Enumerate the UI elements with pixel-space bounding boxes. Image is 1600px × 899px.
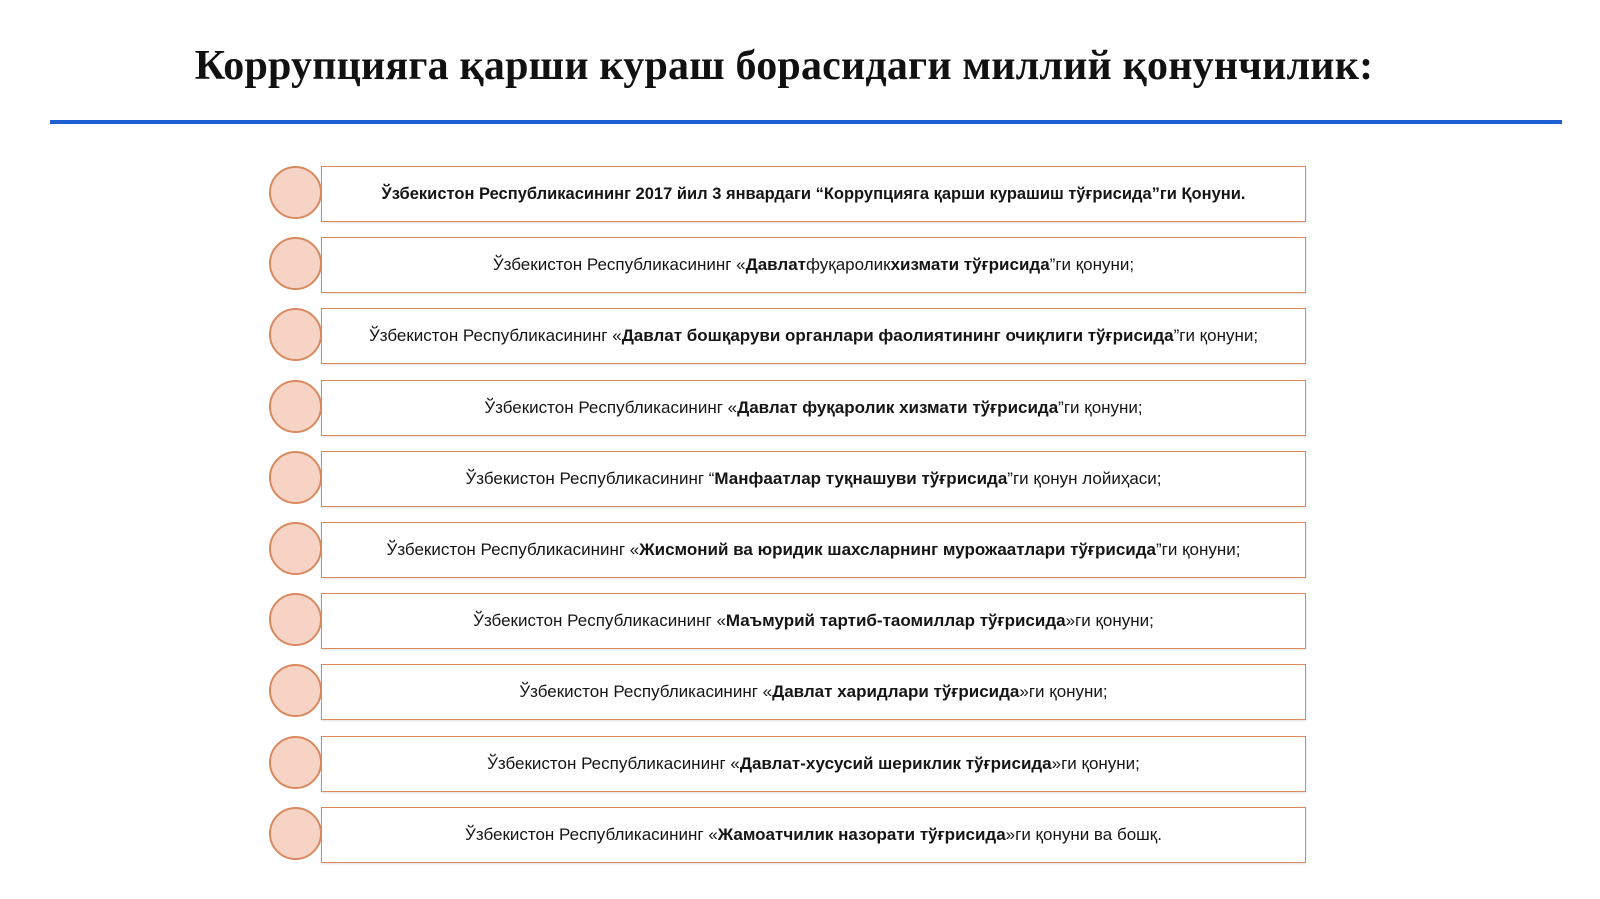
item-text-end: ”ги қонуни; bbox=[1173, 326, 1259, 346]
list-item-box bbox=[321, 166, 1306, 222]
page-title: Коррупцияга қарши кураш борасидаги миллий қонунчилик: bbox=[194, 43, 1374, 89]
bullet-circle-icon bbox=[269, 380, 322, 433]
list-item bbox=[269, 166, 1309, 222]
item-text-end: »ги қонуни ва бошқ. bbox=[1005, 824, 1162, 844]
item-text: Ўзбекистон Республикасининг 2017 йил 3 январдаги “Коррупцияга қарши курашиш тўғрисида”ги Қонуни bbox=[381, 184, 1241, 203]
list-item bbox=[269, 736, 1309, 792]
item-text-bold: Давлат харидлари тўғрисида bbox=[772, 682, 1020, 702]
item-text-end: ”ги қонуни; bbox=[1058, 397, 1143, 417]
item-text-bold: Давлат фуқаролик хизмати тўғрисида bbox=[737, 397, 1059, 417]
bullet-circle-icon bbox=[269, 593, 322, 646]
bullet-circle-icon bbox=[269, 807, 322, 860]
list-item-box bbox=[321, 522, 1306, 578]
item-text-bold: Давлат-хусусий шериклик тўғрисида bbox=[739, 753, 1052, 773]
title-divider bbox=[50, 120, 1562, 124]
list-item-box bbox=[321, 380, 1306, 436]
bullet-circle-icon bbox=[269, 308, 322, 361]
list-item bbox=[269, 451, 1309, 507]
list-item bbox=[269, 237, 1309, 293]
bullet-circle-icon bbox=[269, 451, 322, 504]
item-text-end: »ги қонуни; bbox=[1065, 611, 1154, 631]
list-item-box bbox=[321, 807, 1306, 863]
item-text-bold: хизмати тўғрисида bbox=[890, 255, 1050, 275]
item-text-middle: фуқаролик bbox=[805, 255, 891, 275]
list-item bbox=[269, 807, 1309, 863]
item-text-end: ”ги қонуни; bbox=[1049, 255, 1135, 275]
list-item-box bbox=[321, 237, 1306, 293]
list-item-box bbox=[321, 593, 1306, 649]
bullet-circle-icon bbox=[269, 522, 322, 575]
item-text-bold: Жамоатчилик назорати тўғрисида bbox=[717, 824, 1006, 844]
list-item bbox=[269, 593, 1309, 649]
list-item bbox=[269, 308, 1309, 364]
item-text: Ўзбекистон Республикасининг « bbox=[386, 539, 640, 559]
item-text: Ўзбекистон Республикасининг « bbox=[484, 397, 738, 417]
item-text: Ўзбекистон Республикасининг « bbox=[473, 611, 726, 631]
item-text-end: ”ги қонуни; bbox=[1156, 539, 1241, 559]
bullet-circle-icon bbox=[269, 237, 322, 290]
item-text-bold: Жисмоний ва юридик шахсларнинг мурожаатлари тўғрисида bbox=[639, 539, 1156, 559]
item-text: Ўзбекистон Республикасининг « bbox=[487, 753, 740, 773]
list-item bbox=[269, 664, 1309, 720]
list-item-box bbox=[321, 451, 1306, 507]
bullet-circle-icon bbox=[269, 166, 322, 219]
list-item bbox=[269, 380, 1309, 436]
item-text: Ўзбекистон Республикасининг « bbox=[492, 255, 746, 275]
item-text: Ўзбекистон Республикасининг « bbox=[368, 326, 622, 346]
item-text: Ўзбекистон Республикасининг « bbox=[519, 682, 773, 702]
bullet-circle-icon bbox=[269, 736, 322, 789]
item-text: Ўзбекистон Республикасининг « bbox=[465, 824, 718, 844]
list-item bbox=[269, 522, 1309, 578]
item-text-bold: Давлат бошқаруви органлари фаолиятининг очиқлиги тўғрисида bbox=[621, 326, 1174, 346]
item-text-end: »ги қонуни; bbox=[1019, 682, 1108, 702]
item-text-end: . bbox=[1240, 184, 1246, 203]
list-item-box bbox=[321, 736, 1306, 792]
item-text-end: »ги қонуни; bbox=[1051, 753, 1140, 773]
law-list bbox=[269, 166, 1309, 878]
item-text-bold: Маъмурий тартиб-таомиллар тўғрисида bbox=[725, 611, 1066, 631]
item-text-bold: Давлат bbox=[745, 255, 806, 275]
item-text-bold: Манфаатлар туқнашуви тўғрисида bbox=[714, 468, 1008, 488]
list-item-box bbox=[321, 664, 1306, 720]
item-text: Ўзбекистон Республикасининг “ bbox=[465, 468, 715, 488]
bullet-circle-icon bbox=[269, 664, 322, 717]
item-text-end: ”ги қонун лойиҳаси; bbox=[1007, 468, 1162, 488]
list-item-box bbox=[321, 308, 1306, 364]
